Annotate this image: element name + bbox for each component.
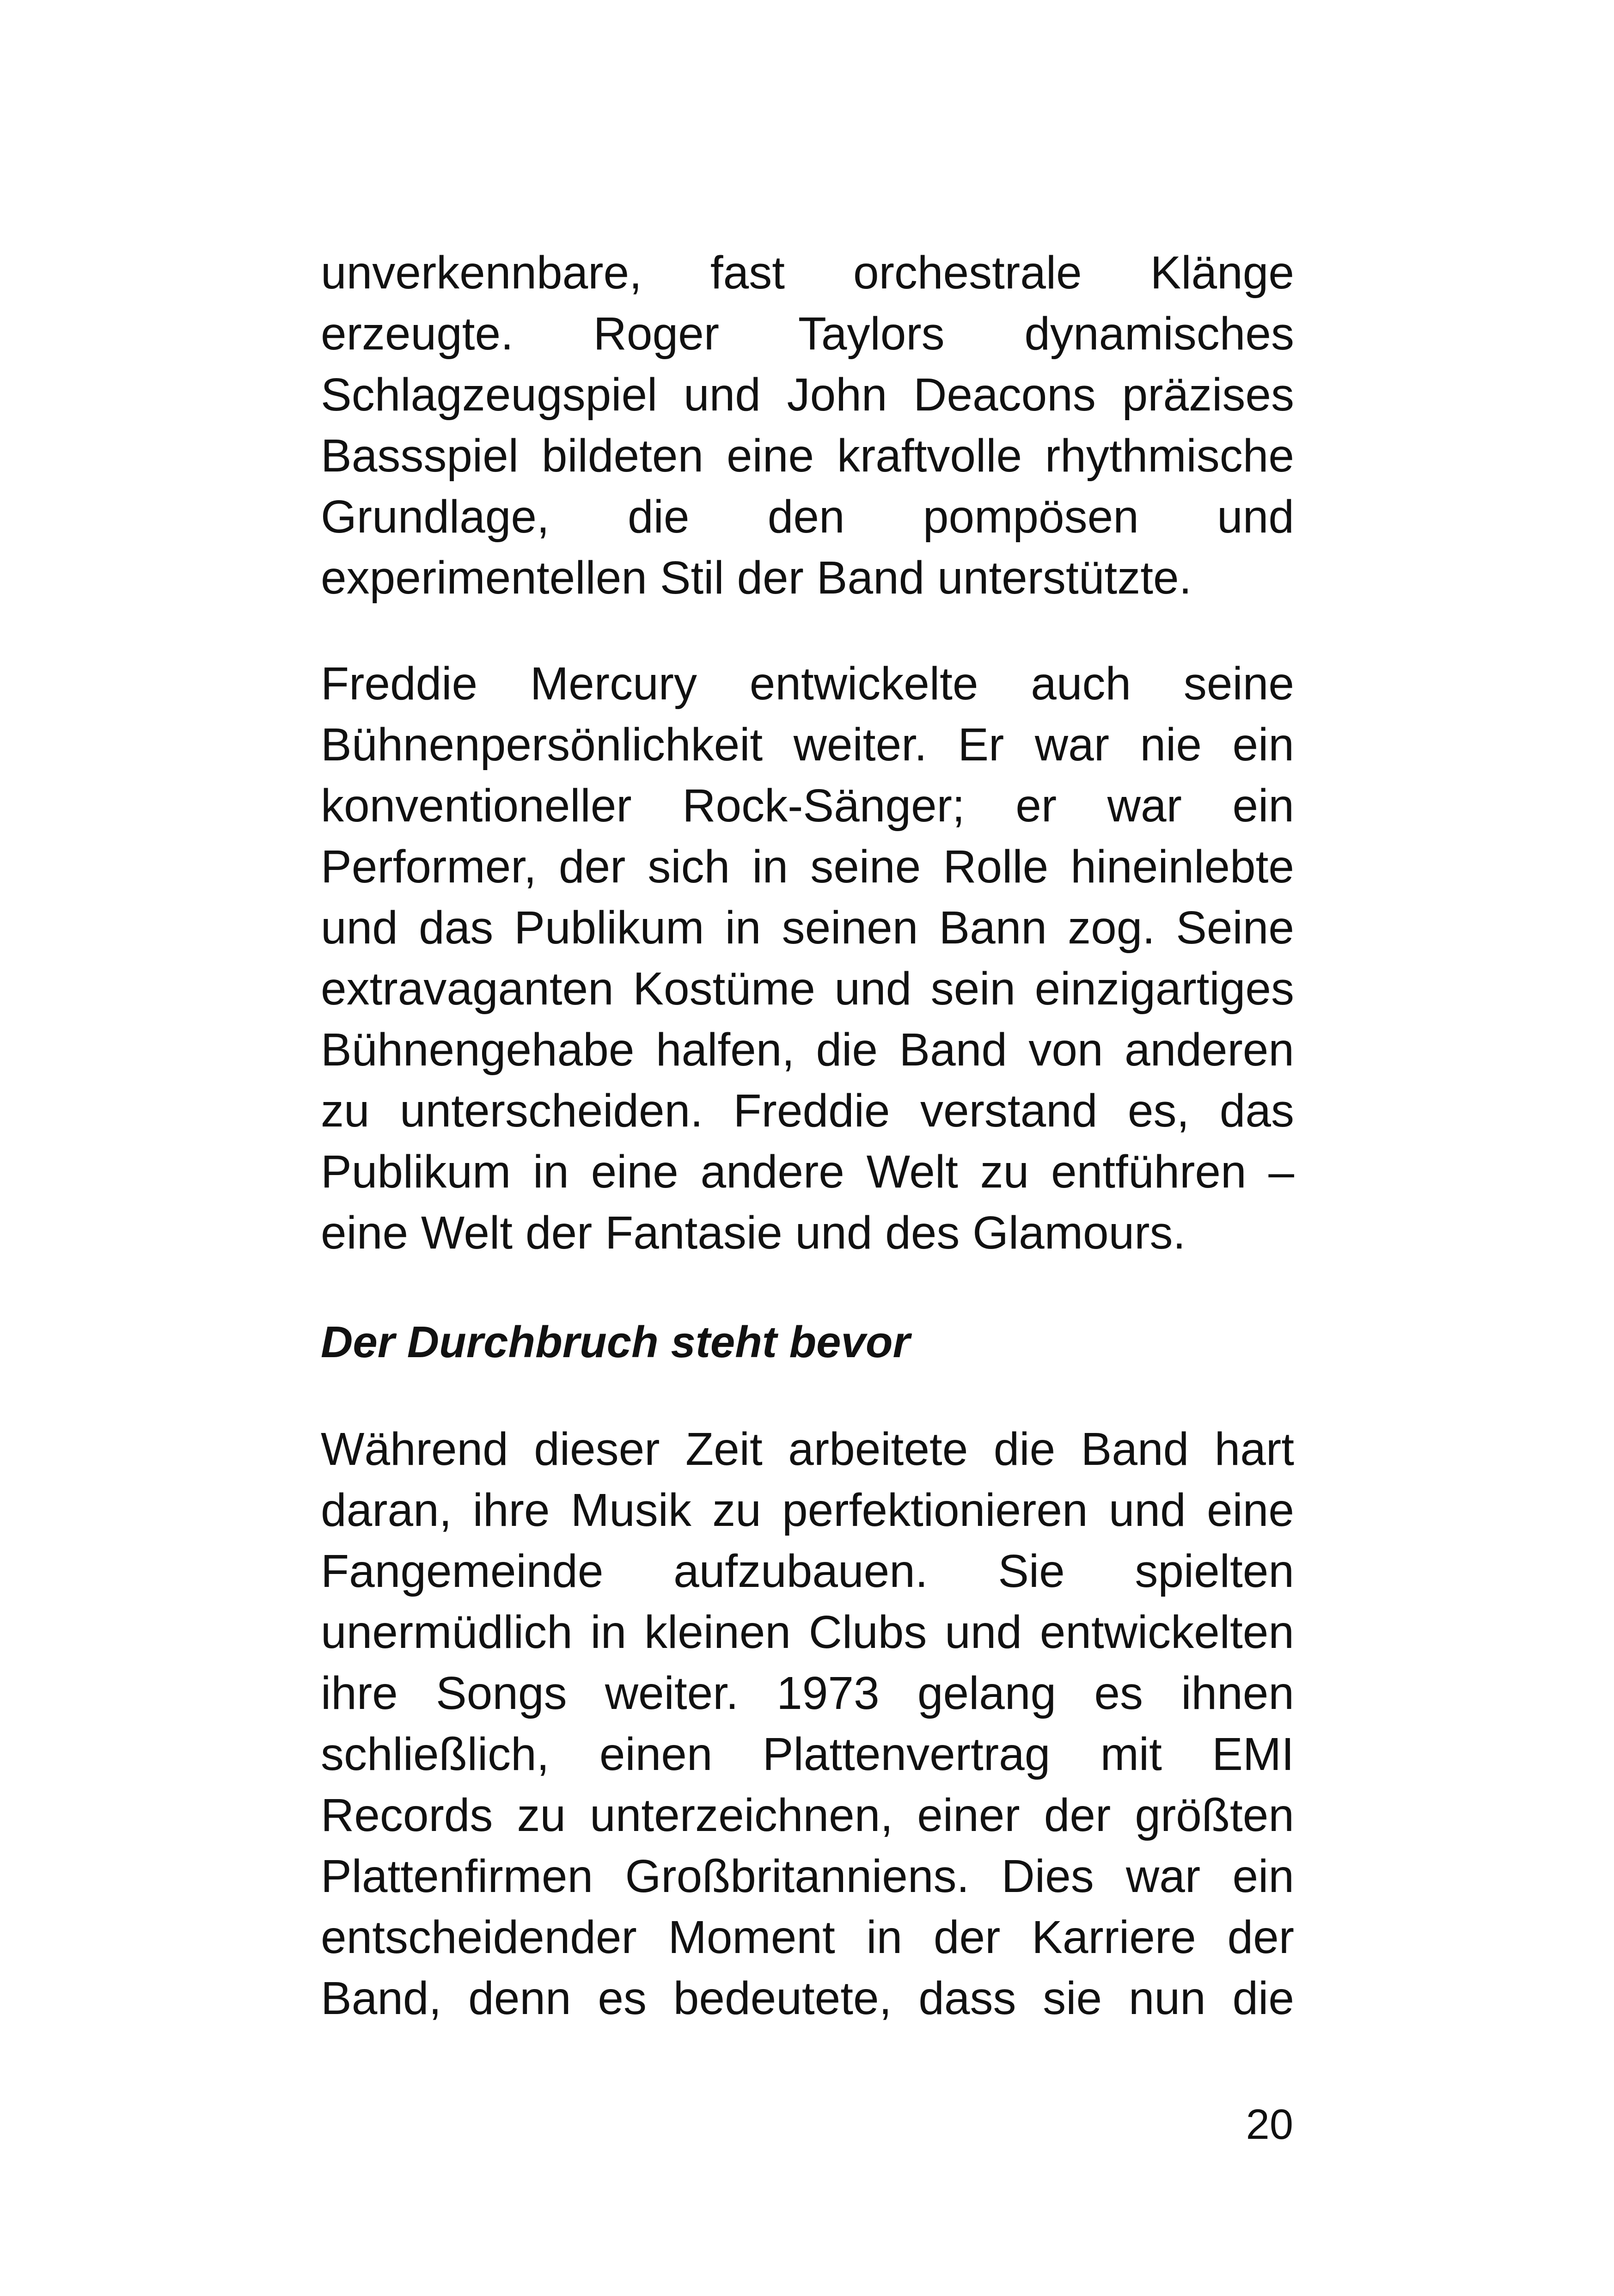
paragraph-line: Plattenfirmen Großbritanniens. Dies war ein (321, 1850, 1294, 1902)
paragraph-line: Bassspiel bildeten eine kraftvolle rhythmische (321, 430, 1294, 482)
paragraph-line: schließlich, einen Plattenvertrag mit EMI (321, 1728, 1294, 1780)
paragraph-line: Grundlage, die den pompösen und (321, 491, 1294, 543)
paragraph-2 (321, 653, 1294, 1263)
paragraph-line: eine Welt der Fantasie und des Glamours. (321, 1207, 1186, 1259)
paragraph-line: zu unterscheiden. Freddie verstand es, das (321, 1085, 1294, 1137)
paragraph-line: ihre Songs weiter. 1973 gelang es ihnen (321, 1667, 1294, 1719)
paragraph-line: Records zu unterzeichnen, einer der größten (321, 1789, 1294, 1841)
paragraph-1 (321, 242, 1294, 608)
paragraph-line: Freddie Mercury entwickelte auch seine (321, 658, 1294, 710)
paragraph-3 (321, 1419, 1294, 2029)
paragraph-line: Band, denn es bedeutete, dass sie nun die (321, 1972, 1294, 2024)
paragraph-line: entscheidender Moment in der Karriere der (321, 1911, 1294, 1963)
paragraph-line: extravaganten Kostüme und sein einzigartiges (321, 963, 1294, 1015)
paragraph-line: Bühnenpersönlichkeit weiter. Er war nie ein (321, 719, 1294, 771)
paragraph-line: Fangemeinde aufzubauen. Sie spielten (321, 1545, 1294, 1597)
paragraph-line: Publikum in eine andere Welt zu entführen – (321, 1146, 1294, 1198)
paragraph-line: und das Publikum in seinen Bann zog. Seine (321, 902, 1294, 954)
paragraph-line: konventioneller Rock-Sänger; er war ein (321, 780, 1294, 832)
section-heading: Der Durchbruch steht bevor (321, 1317, 910, 1367)
paragraph-line: unermüdlich in kleinen Clubs und entwickelten (321, 1606, 1294, 1658)
paragraph-line: Bühnengehabe halfen, die Band von anderen (321, 1024, 1294, 1076)
paragraph-line: Schlagzeugspiel und John Deacons präzises (321, 369, 1294, 421)
paragraph-line: erzeugte. Roger Taylors dynamisches (321, 308, 1294, 360)
paragraph-line: experimentellen Stil der Band unterstützte. (321, 552, 1192, 604)
page-number: 20 (1246, 2101, 1293, 2148)
paragraph-line: daran, ihre Musik zu perfektionieren und eine (321, 1484, 1294, 1536)
paragraph-line: Während dieser Zeit arbeitete die Band hart (321, 1423, 1294, 1475)
paragraph-line: unverkennbare, fast orchestrale Klänge (321, 247, 1294, 299)
paragraph-line: Performer, der sich in seine Rolle hineinlebte (321, 841, 1294, 893)
